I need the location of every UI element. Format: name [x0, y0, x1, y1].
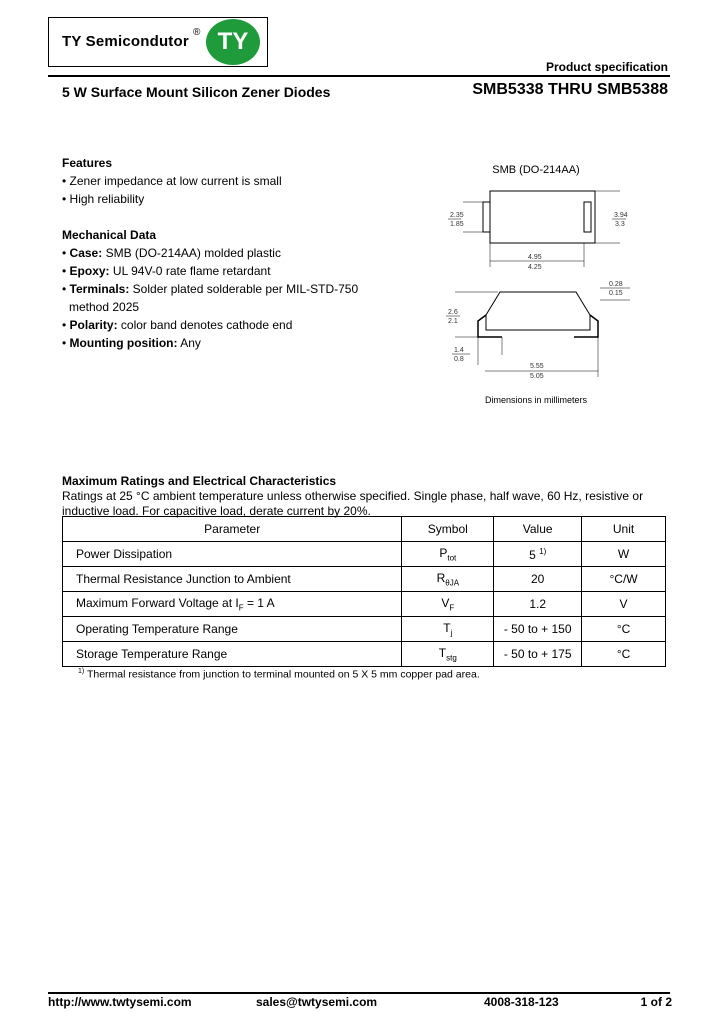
value-cell: 20 [494, 567, 582, 592]
brand-name: TY Semicondutor [62, 33, 189, 50]
table-row [63, 592, 666, 617]
dim-ol-top: 5.55 [530, 363, 544, 370]
unit-cell: °C [582, 617, 666, 642]
diagram-caption: Dimensions in millimeters [484, 395, 588, 405]
symbol-cell [402, 567, 494, 592]
col-symbol: Symbol [402, 517, 494, 542]
table-row [63, 617, 666, 642]
package-diagram [400, 155, 680, 410]
symbol-sub: stg [446, 653, 457, 663]
dim-ht-bot: 2.1 [448, 318, 458, 325]
symbol-cell [402, 592, 494, 617]
top-view-body [490, 191, 595, 243]
table-row [63, 642, 666, 667]
dim-w-bot: 3.3 [615, 221, 625, 228]
dim-h-top: 2.35 [450, 212, 464, 219]
side-view-body [486, 292, 590, 330]
mech-text: Any [177, 336, 201, 350]
mech-label: Polarity: [69, 318, 118, 332]
side-view-lead-left [478, 315, 502, 337]
param-cell: Power Dissipation [63, 542, 402, 567]
symbol-cell [402, 617, 494, 642]
col-unit: Unit [582, 517, 666, 542]
symbol: T [438, 645, 447, 660]
side-view-lead-right [574, 315, 598, 337]
symbol: T [443, 620, 451, 635]
logo-text: TY [217, 28, 249, 55]
dim-ol-bot: 5.05 [530, 373, 544, 380]
param-tail: = 1 A [243, 595, 275, 610]
mech-terminals-cont: method 2025 [69, 300, 140, 314]
footnote-text: Thermal resistance from junction to terminal mounted on 5 X 5 mm copper pad area. [84, 668, 480, 681]
top-view-lead-right [584, 202, 591, 232]
ratings-heading: Maximum Ratings and Electrical Characteristics [62, 474, 337, 488]
footer-page: 1 of 2 [640, 995, 672, 1009]
mech-item-epoxy: • Epoxy: UL 94V-0 rate flame retardant [62, 264, 271, 278]
mech-item-terminals: • Terminals: Solder plated solderable per MIL-STD-750 [62, 282, 359, 296]
symbol: V [441, 595, 450, 610]
mech-label: Case: [69, 246, 103, 260]
param-cell [63, 592, 402, 617]
part-range: SMB5338 THRU SMB5388 [472, 81, 668, 98]
value-cell: - 50 to + 175 [494, 642, 582, 667]
table-header-row [63, 517, 666, 542]
features-heading: Features [62, 156, 113, 170]
value-cell [494, 542, 582, 567]
dim-w-top: 3.94 [614, 212, 628, 219]
registered-mark: ® [193, 27, 201, 38]
mech-label: Mounting position: [69, 336, 178, 350]
unit-cell: W [582, 542, 666, 567]
footnote-mark: 1) [78, 668, 85, 675]
subtitle: 5 W Surface Mount Silicon Zener Diodes [62, 84, 331, 100]
spec-label: Product specification [545, 60, 668, 74]
footer-url[interactable]: http://www.twtysemi.com [48, 995, 192, 1009]
symbol-cell [402, 542, 494, 567]
feature-item: • Zener impedance at low current is small [62, 174, 282, 188]
value-cell: - 50 to + 150 [494, 617, 582, 642]
param-cell: Thermal Resistance Junction to Ambient [63, 567, 402, 592]
value-sup: 1) [539, 546, 547, 556]
ratings-note: Ratings at 25 °C ambient temperature unless otherwise specified. Single phase, half wave, 60 Hz, resistive or inductive load. For capacitive load, derate current by 20%. [62, 489, 644, 518]
mech-text: color band denotes cathode end [117, 318, 293, 332]
dim-ht-top: 2.6 [448, 309, 458, 316]
symbol-sub: θJA [445, 578, 460, 588]
mech-text: SMB (DO-214AA) molded plastic [102, 246, 281, 260]
param-cell: Storage Temperature Range [63, 642, 402, 667]
mechanical-heading: Mechanical Data [62, 228, 157, 242]
symbol-sub: j [450, 628, 453, 638]
mech-text: Solder plated solderable per MIL-STD-750 [129, 282, 359, 296]
value-cell: 1.2 [494, 592, 582, 617]
dim-t-bot: 0.15 [609, 290, 623, 297]
mech-item-case: • Case: SMB (DO-214AA) molded plastic [62, 246, 281, 260]
footer-email[interactable]: sales@twtysemi.com [256, 995, 378, 1009]
dim-lead-top: 1.4 [454, 347, 464, 354]
mech-item-mounting: • Mounting position: Any [62, 336, 201, 350]
mech-text: UL 94V-0 rate flame retardant [109, 264, 271, 278]
header-rule [48, 75, 670, 77]
dim-l-top: 4.95 [528, 254, 542, 261]
mech-item-polarity: • Polarity: color band denotes cathode end [62, 318, 293, 332]
value: 5 [529, 547, 536, 562]
col-parameter: Parameter [63, 517, 402, 542]
dim-h-bot: 1.85 [450, 221, 464, 228]
unit-cell: °C [582, 642, 666, 667]
top-view-lead-left [483, 202, 490, 232]
symbol-sub: F [449, 603, 455, 613]
ratings-table [62, 516, 666, 667]
ty-logo [206, 19, 260, 65]
feature-item: • High reliability [62, 192, 145, 206]
unit-cell: °C/W [582, 567, 666, 592]
param-sub: F [238, 603, 244, 613]
symbol: P [439, 545, 448, 560]
unit-cell: V [582, 592, 666, 617]
mech-label: Epoxy: [69, 264, 110, 278]
dim-lead-bot: 0.8 [454, 356, 464, 363]
table-row [63, 567, 666, 592]
symbol-sub: tot [447, 553, 457, 563]
symbol: R [436, 570, 446, 585]
footnote [78, 668, 480, 681]
dim-t-top: 0.28 [609, 281, 623, 288]
param-text: Maximum Forward Voltage at I [76, 595, 239, 610]
param-cell: Operating Temperature Range [63, 617, 402, 642]
footer-rule [48, 992, 670, 994]
table-row [63, 542, 666, 567]
package-label: SMB (DO-214AA) [492, 164, 580, 176]
footer-phone: 4008-318-123 [484, 995, 559, 1009]
col-value: Value [494, 517, 582, 542]
mech-label: Terminals: [69, 282, 130, 296]
symbol-cell [402, 642, 494, 667]
dim-l-bot: 4.25 [528, 264, 542, 271]
